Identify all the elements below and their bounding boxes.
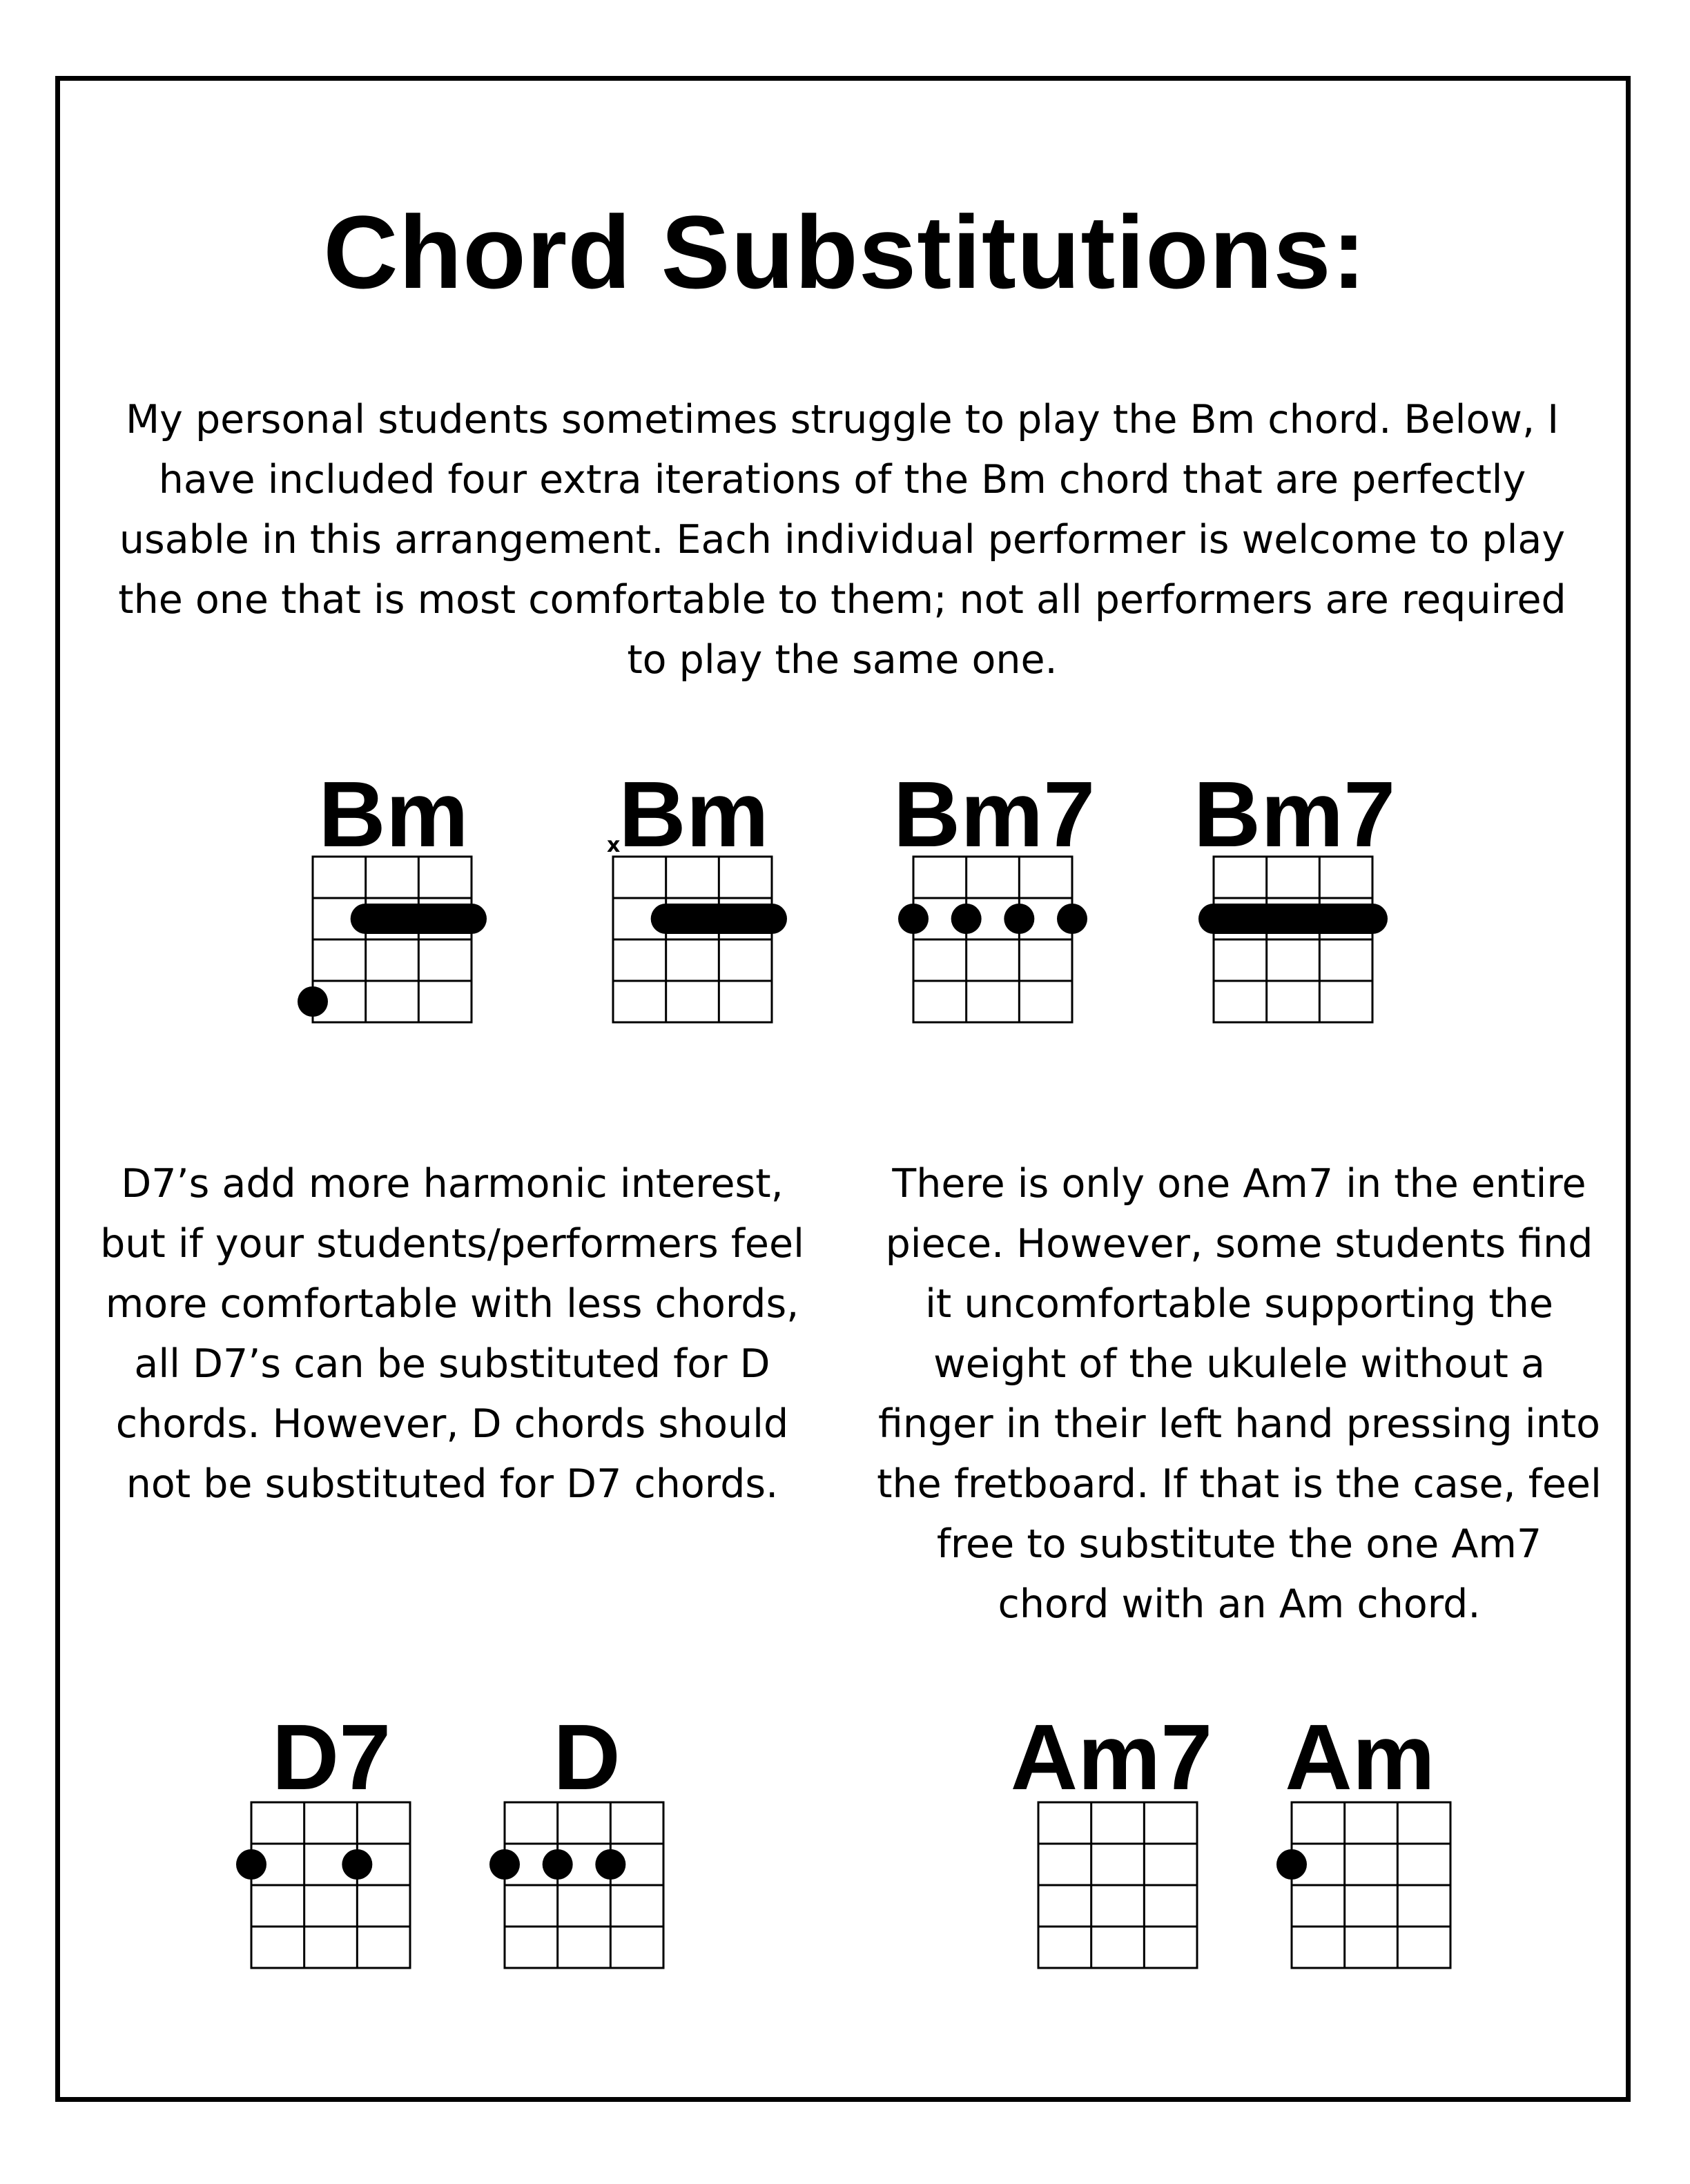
chord-diagram-bm-1 (312, 856, 472, 1023)
chord-name-am: Am (1285, 1705, 1435, 1809)
fretboard-grid (313, 857, 472, 1022)
finger-dot (1004, 904, 1034, 934)
finger-dot (1057, 904, 1087, 934)
finger-dot (898, 904, 929, 934)
chord-name-bm-1: Bm (318, 762, 469, 866)
finger-dot (543, 1849, 573, 1880)
chord-name-bm-2: Bm (619, 762, 769, 866)
chord-name-am7: Am7 (1010, 1705, 1213, 1809)
am7-substitution-paragraph: There is only one Am7 in the entire piece. However, some students find it uncomfortable supporting the weight of the ukulele without a finger in their left hand pressing into the fretboard. If that is the case, feel free to substitute the one Am7 chord with an Am chord. (877, 1161, 1602, 1627)
chord-name-bm7-2: Bm7 (1193, 762, 1396, 866)
intro-paragraph: My personal students sometimes struggle to play the Bm chord. Below, I have included four extra iterations of the Bm chord that are perfectly usable in this arrangement. Each individual performer is welcome to play the one that is most comfortable to them; not all performers are required to play the same one. (118, 397, 1566, 683)
chord-diagram-d (504, 1802, 664, 1969)
finger-dot (951, 904, 982, 934)
finger-dot (489, 1849, 520, 1880)
finger-dot (595, 1849, 625, 1880)
muted-string-mark: x (607, 833, 621, 857)
chord-diagram-bm7-2 (1213, 856, 1373, 1023)
finger-dot (1276, 1849, 1307, 1880)
finger-dot (236, 1849, 266, 1880)
page-title: Chord Substitutions: (323, 194, 1367, 310)
chord-name-d7: D7 (271, 1705, 391, 1809)
chord-diagram-am7 (1038, 1802, 1198, 1969)
fretboard-grid (505, 1802, 663, 1968)
chord-name-bm7-1: Bm7 (893, 762, 1096, 866)
fretboard-grid (913, 857, 1072, 1022)
fretboard-grid (1292, 1802, 1450, 1968)
chord-diagram-bm7-1 (913, 856, 1073, 1023)
fretboard-grid (1214, 857, 1372, 1022)
d7-substitution-paragraph: D7’s add more harmonic interest, but if your students/performers feel more comfortable with less chords, all D7’s can be substituted for D chords. However, D chords should not be substituted for D7 chords. (100, 1161, 804, 1507)
fretboard-grid (613, 857, 772, 1022)
finger-dot (342, 1849, 372, 1880)
fretboard-grid (1038, 1802, 1197, 1968)
fretboard-grid (251, 1802, 410, 1968)
chord-diagram-d7 (251, 1802, 411, 1969)
finger-dot (298, 986, 328, 1017)
chord-name-d: D (553, 1705, 621, 1809)
chord-diagram-am (1291, 1802, 1451, 1969)
chord-diagram-bm-2 (607, 833, 773, 1023)
